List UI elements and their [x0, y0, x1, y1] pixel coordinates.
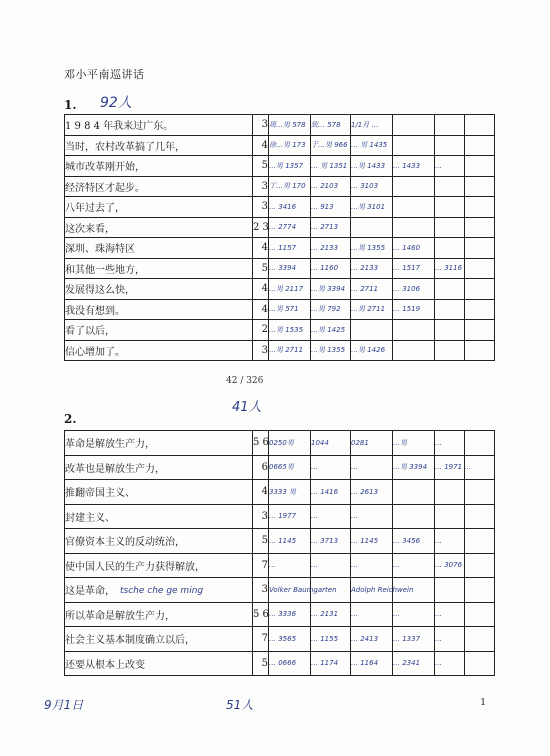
signature-cell[interactable]: …	[435, 602, 465, 627]
signature-cell[interactable]	[393, 340, 435, 361]
signature-cell[interactable]	[465, 156, 495, 177]
signature-cell[interactable]	[465, 115, 495, 136]
signature-cell[interactable]: …男 2711	[351, 299, 393, 320]
signature-cell[interactable]: 徐…男 173	[269, 135, 311, 156]
signature-cell[interactable]: …	[435, 651, 465, 676]
signature-cell[interactable]: … 1433	[393, 156, 435, 177]
signature-cell[interactable]: …	[351, 504, 393, 529]
signature-cell[interactable]: … 1517	[393, 258, 435, 279]
table-row	[65, 340, 495, 361]
signature-cell[interactable]: … 2711	[351, 279, 393, 300]
signature-cell[interactable]	[435, 299, 465, 320]
phrase-cell: 和其他一些地方，	[65, 258, 253, 279]
signature-cell[interactable]: …	[311, 553, 351, 578]
signature-cell[interactable]: …男 3394	[311, 279, 351, 300]
section-1-total: 42 / 326	[226, 376, 264, 386]
table-row	[65, 480, 495, 505]
signature-cell[interactable]: …	[435, 529, 465, 554]
signature-cell[interactable]	[465, 320, 495, 341]
syllable-count: 4	[253, 480, 269, 505]
table-row	[65, 651, 495, 676]
signature-cell[interactable]: … 3106	[393, 279, 435, 300]
signature-cell[interactable]	[465, 627, 495, 652]
signature-cell[interactable]: … 1160	[311, 258, 351, 279]
signature-cell[interactable]	[465, 197, 495, 218]
section-1-number: 1.	[64, 98, 77, 112]
syllable-count: 5 6	[253, 602, 269, 627]
signature-cell[interactable]	[465, 340, 495, 361]
phrase-cell: 我没有想到。	[65, 299, 253, 320]
signature-cell[interactable]	[393, 197, 435, 218]
signature-cell[interactable]: … 1460	[393, 238, 435, 259]
signature-cell[interactable]: … 3394	[269, 258, 311, 279]
phrase-cell: 信心增加了。	[65, 340, 253, 361]
signature-cell[interactable]: …男 3101	[351, 197, 393, 218]
signature-cell[interactable]	[393, 217, 435, 238]
phrase-cell: 当时，农村改革搞了几年，	[65, 135, 253, 156]
signature-cell[interactable]: … 1416	[311, 480, 351, 505]
signature-cell[interactable]	[435, 279, 465, 300]
table-row	[65, 279, 495, 300]
signature-cell[interactable]: … 2613	[351, 480, 393, 505]
signature-cell[interactable]	[465, 529, 495, 554]
signature-cell[interactable]	[435, 578, 465, 603]
table-row	[65, 320, 495, 341]
section-2-annotation: 41人	[232, 400, 262, 415]
signature-cell[interactable]: … 2133	[351, 258, 393, 279]
signature-cell[interactable]	[465, 176, 495, 197]
signature-cell[interactable]: …男 1535	[269, 320, 311, 341]
signature-cell[interactable]	[465, 217, 495, 238]
document-title: 邓小平南巡讲话	[64, 68, 145, 81]
signature-cell[interactable]	[435, 504, 465, 529]
syllable-count: 3	[253, 340, 269, 361]
signature-cell[interactable]	[393, 135, 435, 156]
phrase-cell: 1 9 8 4 年我来过广东。	[65, 115, 253, 136]
signature-cell[interactable]	[465, 299, 495, 320]
section-2-total: 51人	[226, 698, 254, 712]
signature-cell[interactable]	[465, 553, 495, 578]
phrase-cell: 还要从根本上改变	[65, 651, 253, 676]
phrase-cell: 八年过去了，	[65, 197, 253, 218]
table-row	[65, 627, 495, 652]
table-row	[65, 176, 495, 197]
page-number: 1	[480, 698, 486, 708]
signature-cell[interactable]	[435, 115, 465, 136]
signature-cell[interactable]: … 1971 …	[435, 455, 465, 480]
signature-cell[interactable]: … 男 1435	[351, 135, 393, 156]
signature-cell[interactable]: 1044	[311, 431, 351, 456]
table-row	[65, 602, 495, 627]
section-2-table	[64, 430, 495, 676]
phrase-cell: 城市改革刚开始，	[65, 156, 253, 177]
table-row	[65, 299, 495, 320]
signature-cell[interactable]: … 3565	[269, 627, 311, 652]
signature-cell[interactable]: … 2774	[269, 217, 311, 238]
date-note: 9月1日	[44, 698, 84, 712]
table-row	[65, 529, 495, 554]
signature-cell[interactable]: …	[351, 553, 393, 578]
signature-cell[interactable]: … 1145	[351, 529, 393, 554]
signature-cell[interactable]: …男 1426	[351, 340, 393, 361]
signature-cell[interactable]	[393, 115, 435, 136]
signature-cell[interactable]: …	[311, 504, 351, 529]
signature-cell[interactable]	[465, 480, 495, 505]
signature-cell[interactable]	[351, 217, 393, 238]
signature-cell[interactable]	[435, 320, 465, 341]
signature-cell[interactable]: … 1174	[311, 651, 351, 676]
signature-cell[interactable]: 0665男	[269, 455, 311, 480]
signature-cell[interactable]	[393, 504, 435, 529]
signature-cell[interactable]	[465, 431, 495, 456]
phrase-cell: 这次来看，	[65, 217, 253, 238]
phrase-cell: 这是革命，	[65, 578, 253, 603]
table-row	[65, 553, 495, 578]
phrase-cell: 革命是解放生产力，	[65, 431, 253, 456]
signature-cell[interactable]: … 3336	[269, 602, 311, 627]
syllable-count: 2 3	[253, 217, 269, 238]
section-1-annotation: 92人	[100, 95, 132, 111]
signature-cell[interactable]: …男 792	[311, 299, 351, 320]
syllable-count: 3	[253, 578, 269, 603]
phrase-cell: 所以革命是解放生产力，	[65, 602, 253, 627]
table-row	[65, 135, 495, 156]
syllable-count: 4	[253, 135, 269, 156]
phrase-cell: 深圳、珠海特区	[65, 238, 253, 259]
signature-cell[interactable]: 0281	[351, 431, 393, 456]
syllable-count: 4	[253, 299, 269, 320]
signature-cell[interactable]	[465, 651, 495, 676]
signature-cell[interactable]	[435, 217, 465, 238]
syllable-count: 3	[253, 197, 269, 218]
phrase-cell: 官僚资本主义的反动统治，	[65, 529, 253, 554]
signature-cell[interactable]: 1/1月 …	[351, 115, 393, 136]
phrase-cell: 改革也是解放生产力，	[65, 455, 253, 480]
signature-cell[interactable]: Volker Baumgarten	[269, 578, 311, 603]
signature-cell[interactable]	[435, 340, 465, 361]
signature-cell[interactable]	[465, 578, 495, 603]
signature-cell[interactable]: …男 571	[269, 299, 311, 320]
signature-cell[interactable]	[465, 504, 495, 529]
syllable-count: 5	[253, 529, 269, 554]
signature-cell[interactable]: … 2133	[311, 238, 351, 259]
signature-cell[interactable]: …男 3394	[393, 455, 435, 480]
signature-cell[interactable]: … 3116	[435, 258, 465, 279]
signature-cell[interactable]	[435, 480, 465, 505]
signature-cell[interactable]: … 1164	[351, 651, 393, 676]
signature-cell[interactable]: 0250男	[269, 431, 311, 456]
signature-cell[interactable]	[435, 176, 465, 197]
signature-cell[interactable]	[465, 279, 495, 300]
syllable-count: 4	[253, 279, 269, 300]
signature-cell[interactable]: … 2131	[311, 602, 351, 627]
signature-cell[interactable]: … 3416	[269, 197, 311, 218]
syllable-count: 4	[253, 238, 269, 259]
signature-cell[interactable]: … 3076	[435, 553, 465, 578]
signature-cell[interactable]: 丁…男 170	[269, 176, 311, 197]
syllable-count: 3	[253, 504, 269, 529]
signature-cell[interactable]	[465, 238, 495, 259]
signature-cell[interactable]: …男 1425	[311, 320, 351, 341]
signature-cell[interactable]: … 1157	[269, 238, 311, 259]
signature-cell[interactable]: …	[269, 553, 311, 578]
signature-cell[interactable]: … 2341	[393, 651, 435, 676]
signature-cell[interactable]: … 1145	[269, 529, 311, 554]
phrase-cell: 社会主义基本制度确立以后，	[65, 627, 253, 652]
table-row	[65, 197, 495, 218]
signature-cell[interactable]: …	[311, 455, 351, 480]
table-row	[65, 258, 495, 279]
table-row	[65, 431, 495, 456]
signature-cell[interactable]: … 2413	[351, 627, 393, 652]
signature-cell[interactable]	[465, 258, 495, 279]
syllable-count: 5	[253, 651, 269, 676]
signature-cell[interactable]	[435, 238, 465, 259]
phrase-cell: 看了以后，	[65, 320, 253, 341]
signature-cell[interactable]: … 1155	[311, 627, 351, 652]
syllable-count: 5	[253, 258, 269, 279]
signature-cell[interactable]: …	[435, 156, 465, 177]
syllable-count: 5	[253, 156, 269, 177]
syllable-count: 6	[253, 455, 269, 480]
signature-cell[interactable]	[465, 602, 495, 627]
signature-cell[interactable]: 于…男 966	[311, 135, 351, 156]
signature-cell[interactable]	[465, 135, 495, 156]
signature-cell[interactable]: … 3713	[311, 529, 351, 554]
phrase-cell: 封建主义、	[65, 504, 253, 529]
signature-cell[interactable]	[351, 320, 393, 341]
signature-cell[interactable]: …	[351, 602, 393, 627]
signature-cell[interactable]: …	[393, 602, 435, 627]
syllable-count: 7	[253, 627, 269, 652]
signature-cell[interactable]: …男 1355	[351, 238, 393, 259]
signature-cell[interactable]: …	[351, 455, 393, 480]
signature-cell[interactable]: … 3456	[393, 529, 435, 554]
signature-cell[interactable]: …男 1355	[311, 340, 351, 361]
table-row	[65, 217, 495, 238]
phrase-cell: 推翻帝国主义、	[65, 480, 253, 505]
phrase-cell: 使中国人民的生产力获得解放，	[65, 553, 253, 578]
table-row	[65, 156, 495, 177]
section-2-number: 2.	[64, 412, 77, 426]
syllable-count: 2	[253, 320, 269, 341]
signature-cell[interactable]: 3333 男	[269, 480, 311, 505]
signature-cell[interactable]	[393, 320, 435, 341]
signature-cell[interactable]: … 2103	[311, 176, 351, 197]
signature-cell[interactable]: …	[393, 553, 435, 578]
signature-cell[interactable]: … 1519	[393, 299, 435, 320]
signature-cell[interactable]: Adolph Reichwein	[351, 578, 393, 603]
table-row	[65, 115, 495, 136]
signature-cell[interactable]: … 2713	[311, 217, 351, 238]
signature-cell[interactable]: …男 1433	[351, 156, 393, 177]
signature-cell[interactable]: … 1337	[393, 627, 435, 652]
signature-cell[interactable]: …男 2117	[269, 279, 311, 300]
section-1-table	[64, 114, 495, 361]
signature-cell[interactable]: 致… 578	[311, 115, 351, 136]
signature-cell[interactable]: … 男 1351	[311, 156, 351, 177]
signature-cell[interactable]	[435, 135, 465, 156]
signature-cell[interactable]: … 913	[311, 197, 351, 218]
signature-cell[interactable]: 周…男 578	[269, 115, 311, 136]
syllable-count: 3	[253, 115, 269, 136]
signature-cell[interactable]: …	[435, 627, 465, 652]
signature-cell[interactable]: … 1977	[269, 504, 311, 529]
signature-cell[interactable]: …男 1357	[269, 156, 311, 177]
signature-cell[interactable]: …男 2711	[269, 340, 311, 361]
signature-cell[interactable]: …	[435, 431, 465, 456]
phrase-cell: 发展得这么快，	[65, 279, 253, 300]
signature-cell[interactable]	[393, 176, 435, 197]
phrase-cell: 经济特区才起步。	[65, 176, 253, 197]
section-2-hand-note: tsche che ge ming	[120, 586, 204, 596]
syllable-count: 3	[253, 176, 269, 197]
signature-cell[interactable]: … 3103	[351, 176, 393, 197]
table-row	[65, 455, 495, 480]
table-row	[65, 238, 495, 259]
syllable-count: 7	[253, 553, 269, 578]
table-row	[65, 504, 495, 529]
signature-cell[interactable]	[435, 197, 465, 218]
syllable-count: 5 6	[253, 431, 269, 456]
signature-cell[interactable]: … 0666	[269, 651, 311, 676]
signature-cell[interactable]	[393, 480, 435, 505]
signature-cell[interactable]: …男	[393, 431, 435, 456]
